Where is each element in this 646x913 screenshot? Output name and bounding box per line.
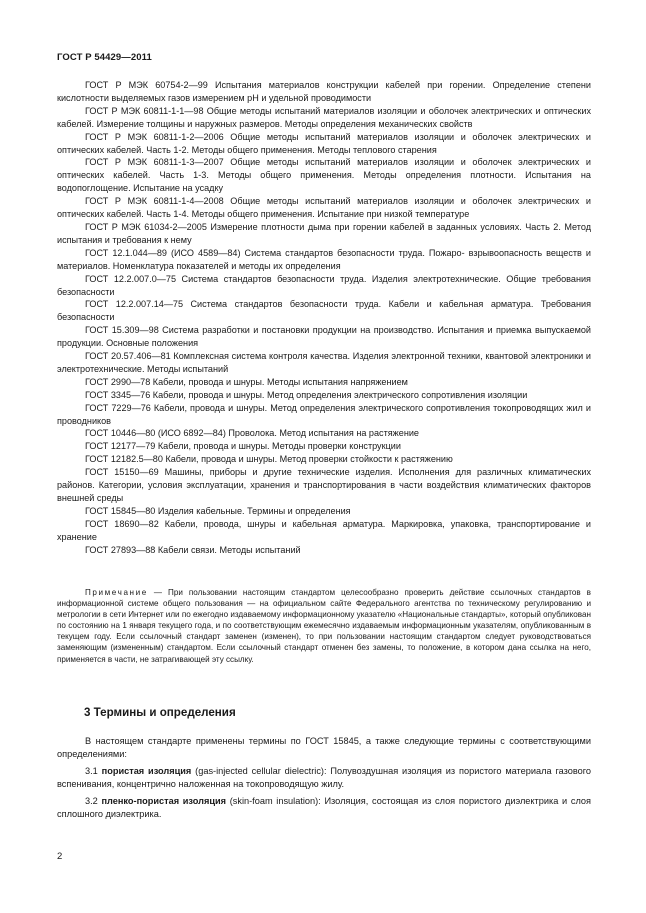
reference-item: ГОСТ Р МЭК 60811-1-2—2006 Общие методы испытаний материалов изоляции и оболочек электрических и оптических кабелей. Часть 1-2. Методы общего применения. Методы теплового старения bbox=[57, 131, 591, 155]
reference-item: ГОСТ 15845—80 Изделия кабельные. Термины и определения bbox=[85, 505, 351, 516]
term-number: 3.1 bbox=[85, 766, 98, 776]
section-heading: 3 Термины и определения bbox=[84, 706, 236, 719]
reference-item: ГОСТ Р МЭК 60754-2—99 Испытания материалов конструкции кабелей при горении. Определение степени кислотности выделяемых газов измерением pH и удельной проводимости bbox=[57, 80, 591, 103]
reference-item: ГОСТ 12177—79 Кабели, провода и шнуры. Методы проверки конструкции bbox=[85, 441, 401, 452]
reference-item: ГОСТ Р МЭК 60811-1-4—2008 Общие методы испытаний материалов изоляции и оболочек электрических и оптических кабелей. Часть 1-4. Методы общего применения. Испытание при низкой температуре bbox=[57, 196, 591, 220]
reference-item: ГОСТ 20.57.406—81 Комплексная система контроля качества. Изделия электронной техники, квантовой электроники и электротехнические. Методы испытаний bbox=[57, 351, 591, 374]
normative-references-list bbox=[57, 79, 591, 557]
reference-item: ГОСТ 12182.5—80 Кабели, провода и шнуры. Метод проверки стойкости к растяжению bbox=[85, 454, 453, 465]
section-intro: В настоящем стандарте применены термины по ГОСТ 15845, а также следующие термины с соответствующими определениями: bbox=[57, 736, 591, 759]
note-lead: Примечание bbox=[85, 588, 148, 597]
reference-item: ГОСТ 15.309—98 Система разработки и постановки продукции на производство. Испытания и приемка выпускаемой продукции. Основные положения bbox=[57, 325, 591, 349]
term-definition bbox=[57, 765, 591, 791]
term-name: пленко-пористая изоляция bbox=[101, 796, 227, 806]
term-number: 3.2 bbox=[85, 796, 98, 806]
reference-item: ГОСТ 12.2.007.0—75 Система стандартов безопасности труда. Изделия электротехнические. Общие требования безопасности bbox=[57, 273, 591, 297]
reference-item: ГОСТ 2990—78 Кабели, провода и шнуры. Методы испытания напряжением bbox=[85, 376, 408, 387]
reference-item: ГОСТ 12.1.044—89 (ИСО 4589—84) Система стандартов безопасности труда. Пожаро- взрывоопасность веществ и материалов. Номенклатура показателей и методы их определения bbox=[57, 247, 591, 271]
reference-item: ГОСТ 10446—80 (ИСО 6892—84) Проволока. Метод испытания на растяжение bbox=[85, 428, 419, 439]
term-definition bbox=[57, 795, 591, 821]
term-name: пористая изоляция bbox=[101, 766, 192, 776]
terms-section-body bbox=[57, 735, 591, 821]
reference-item: ГОСТ 7229—76 Кабели, провода и шнуры. Метод определения электрического сопротивления токопроводящих жил и проводников bbox=[57, 402, 591, 426]
reference-item: ГОСТ Р МЭК 61034-2—2005 Измерение плотности дыма при горении кабелей в заданных условиях. Часть 2. Метод испытания и требования к нему bbox=[57, 221, 591, 245]
reference-item: ГОСТ 18690—82 Кабели, провода, шнуры и кабельная арматура. Маркировка, упаковка, транспортирование и хранение bbox=[57, 518, 591, 542]
note-text: — При пользовании настоящим стандартом целесообразно проверить действие ссылочных стандартов в информационной системе общего пользования — на официальном сайте Федерального агентства по техническому регулированию и метрологии в сети Интернет или по ежегодно издаваемому информационному указателю «Национальные стандарты», который опубликован по состоянию на 1 января текущего года, и по соответствующим ежемесячно издаваемым информационным указателям, опубликованным в текущем году. Если ссылочный стандарт заменен (изменен), то при пользовании настоящим стандартом следует руководствоваться заменяющим (измененным) стандартом. Если ссылочный стандарт отменен без замены, то положение, в котором дана ссылка на него, применяется в части, не затрагивающей эту ссылку. bbox=[57, 588, 591, 664]
reference-item: ГОСТ 15150—69 Машины, приборы и другие технические изделия. Исполнения для различных климатических районов. Категории, условия эксплуатации, хранения и транспортирования в части воздействия климатических факторов внешней среды bbox=[57, 467, 591, 503]
reference-item: ГОСТ Р МЭК 60811-1-3—2007 Общие методы испытаний материалов изоляции и оболочек электрических и оптических кабелей. Часть 1-3. Методы общего применения. Методы определения плотности. Испытания на водопоглощение. Испытание на усадку bbox=[57, 157, 591, 194]
reference-item: ГОСТ 3345—76 Кабели, провода и шнуры. Метод определения электрического сопротивления изоляции bbox=[85, 389, 528, 400]
term-text: (gas-injected cellular dielectric): Полувоздушная изоляция из пористого материала газового вспенивания, концентрично наложенная на токопроводящую жилу. bbox=[57, 766, 591, 789]
document-header: ГОСТ Р 54429—2011 bbox=[57, 52, 152, 63]
reference-item: ГОСТ 27893—88 Кабели связи. Методы испытаний bbox=[85, 544, 301, 555]
note-paragraph bbox=[57, 587, 591, 665]
note-block bbox=[57, 587, 591, 665]
page-number: 2 bbox=[57, 851, 63, 862]
reference-item: ГОСТ 12.2.007.14—75 Система стандартов безопасности труда. Кабели и кабельная арматура. Требования безопасности bbox=[57, 299, 591, 323]
reference-item: ГОСТ Р МЭК 60811-1-1—98 Общие методы испытаний материалов изоляции и оболочек электрических и оптических кабелей. Измерение толщины и наружных размеров. Методы определения механических свойств bbox=[57, 105, 591, 129]
term-text: (skin-foam insulation): Изоляция, состоящая из слоя пористого диэлектрика и слоя сплошного диэлектрика. bbox=[57, 796, 591, 819]
